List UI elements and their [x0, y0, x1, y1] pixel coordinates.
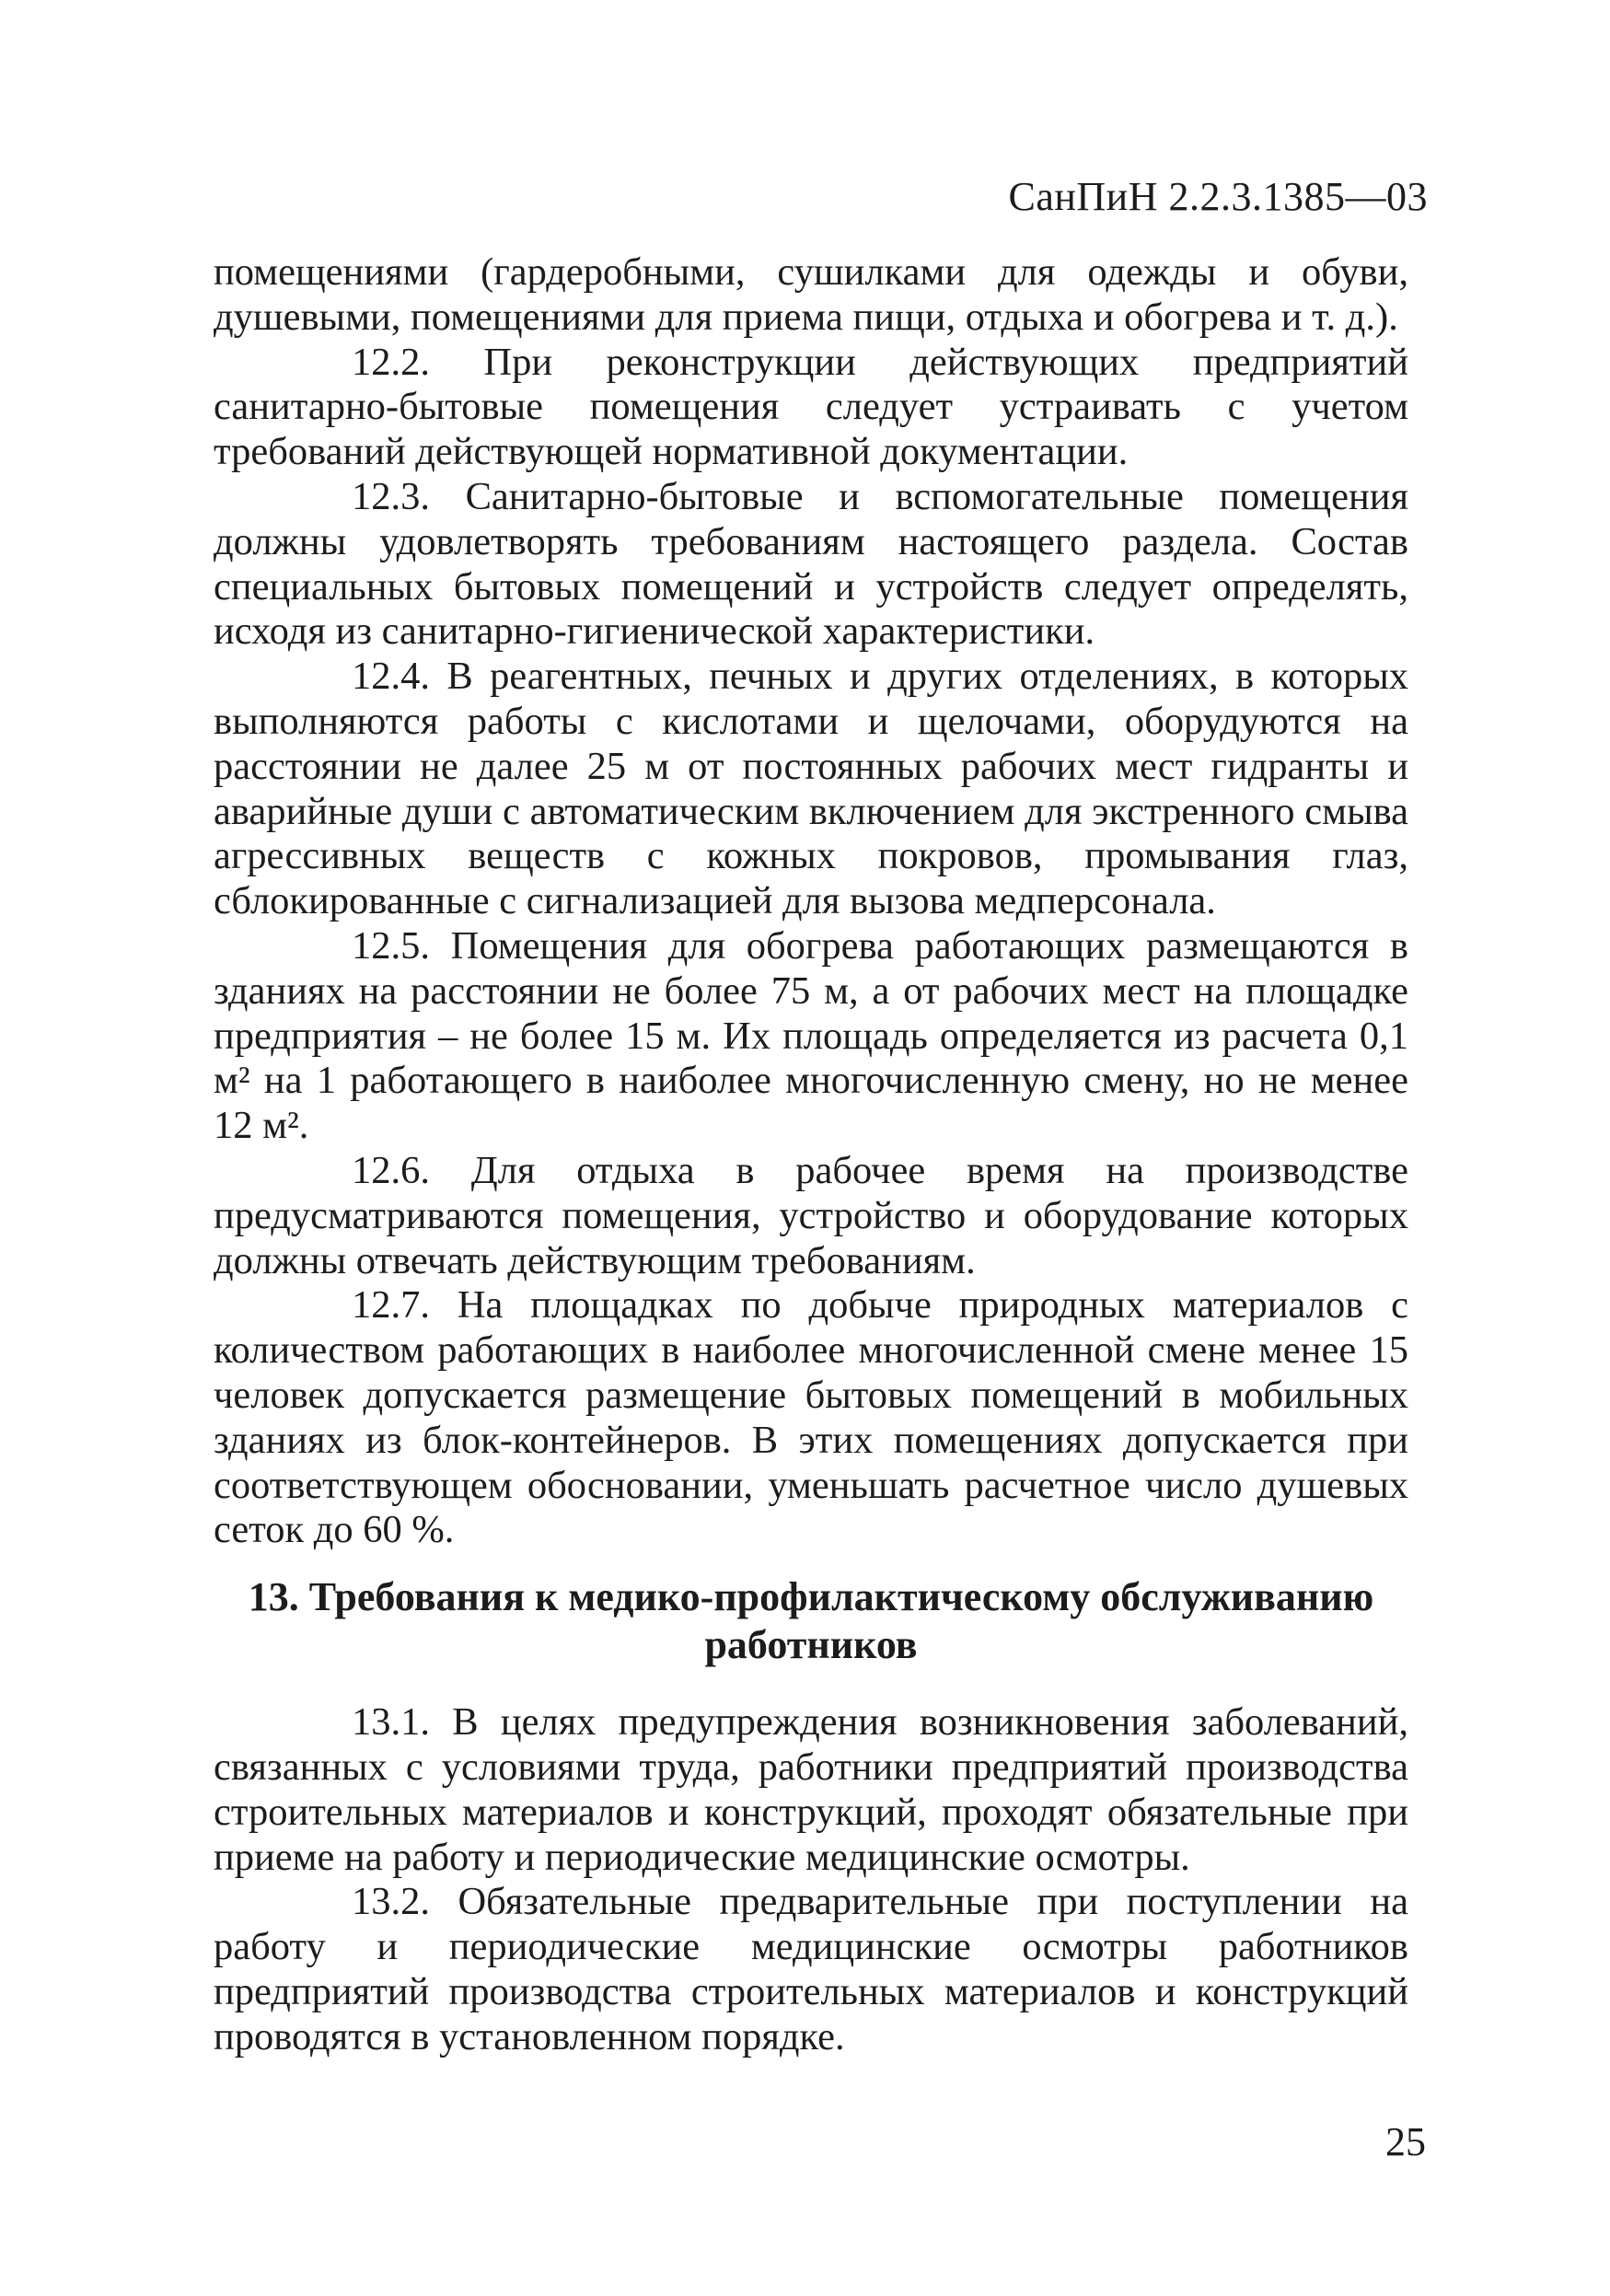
paragraph-12-7: 12.7. На площадках по добыче природных материалов с количеством работающих в наиболее многочисленной смене менее 15 человек допускается размещение бытовых помещений в мобильных зданиях из блок-контейнеров. В этих помещениях допускается при соответствующем обосновании, уменьшать расчетное число душевых сеток до 60 %.: [214, 1283, 1408, 1552]
continuation-paragraph: помещениями (гардеробными, сушилками для одежды и обуви, душевыми, помещениями для приема пищи, отдыха и обогрева и т. д.).: [214, 250, 1408, 339]
paragraph-13-1: 13.1. В целях предупреждения возникновения заболеваний, связанных с условиями труда, работники предприятий производства строительных материалов и конструкций, проходят обязательные при приеме на работу и периодические медицинские осмотры.: [214, 1700, 1408, 1879]
paragraph-12-5: 12.5. Помещения для обогрева работающих размещаются в зданиях на расстоянии не более 75 м, а от рабочих мест на площадке предприятия – не более 15 м. Их площадь определяется из расчета 0,1 м² на 1 работающего в наиболее многочисленную смену, но не менее 12 м².: [214, 923, 1408, 1148]
document-code-header: СанПиН 2.2.3.1385—03: [1008, 174, 1428, 219]
document-body: [214, 250, 1408, 2059]
paragraph-13-2: 13.2. Обязательные предварительные при поступлении на работу и периодические медицинские осмотры работников предприятий производства строительных материалов и конструкций проводятся в установленном порядке.: [214, 1880, 1408, 2058]
page-number: 25: [1385, 2119, 1426, 2164]
paragraph-12-4: 12.4. В реагентных, печных и других отделениях, в которых выполняются работы с кислотами и щелочами, оборудуются на расстоянии не далее 25 м от постоянных рабочих мест гидранты и аварийные души с автоматическим включением для экстренного смыва агрессивных веществ с кожных покровов, промывания глаз, сблокированные с сигнализацией для вызова медперсонала.: [214, 655, 1408, 923]
section-13-heading: 13. Требования к медико-профилактическому обслуживанию работников: [248, 1574, 1374, 1668]
paragraph-12-3: 12.3. Санитарно-бытовые и вспомогательные помещения должны удовлетворять требованиям настоящего раздела. Состав специальных бытовых помещений и устройств следует определять, исходя из санитарно-гигиенической характеристики.: [214, 474, 1408, 654]
paragraph-12-2: 12.2. При реконструкции действующих предприятий санитарно-бытовые помещения следует устраивать с учетом требований действующей нормативной документации.: [214, 340, 1408, 474]
paragraph-12-6: 12.6. Для отдыха в рабочее время на производстве предусматриваются помещения, устройство и оборудование которых должны отвечать действующим требованиям.: [214, 1148, 1408, 1282]
